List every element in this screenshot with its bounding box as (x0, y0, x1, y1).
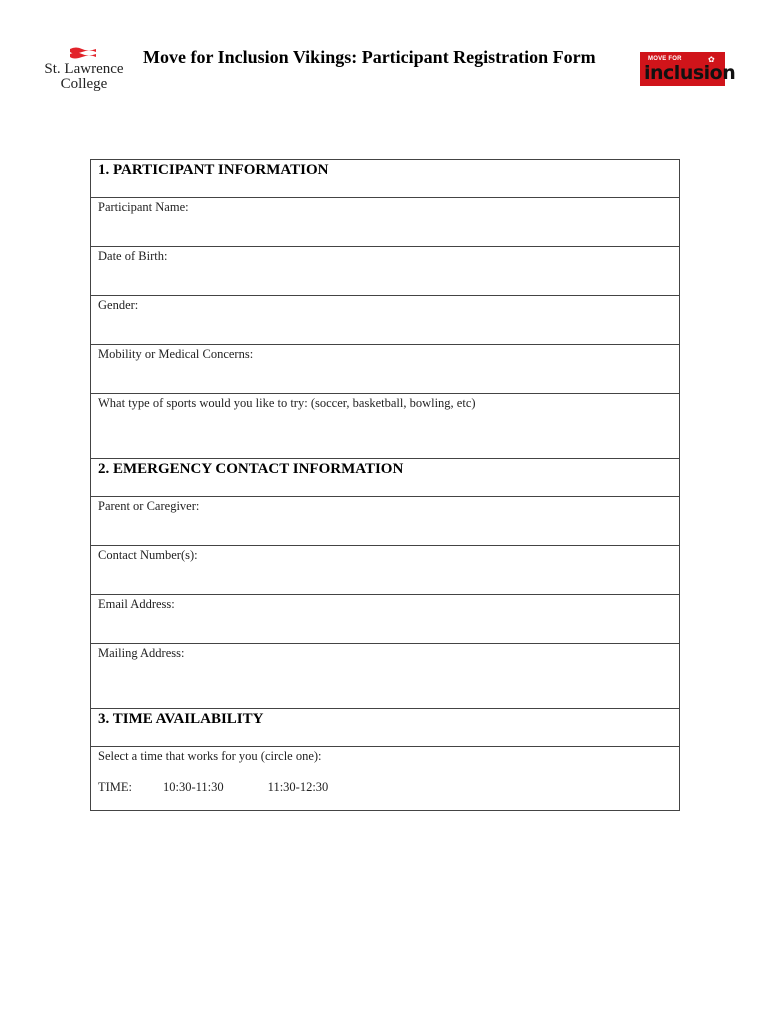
inclusion-logo-small-text: MOVE FOR (648, 56, 682, 62)
mailing-address-row (91, 644, 679, 709)
time-label: TIME: (98, 780, 133, 794)
field-label: Mailing Address: (98, 646, 185, 660)
college-flag-icon (68, 46, 98, 60)
field-label: Mobility or Medical Concerns: (98, 347, 254, 361)
sports-interest-field[interactable] (91, 412, 679, 458)
section-participant-information (91, 160, 679, 198)
inclusion-logo-word: inclusion (644, 62, 736, 84)
time-option-1030[interactable]: 10:30-11:30 (163, 780, 224, 794)
field-label: Contact Number(s): (98, 548, 198, 562)
mobility-medical-field[interactable] (91, 363, 679, 393)
date-of-birth-row (91, 247, 679, 296)
registration-form (90, 159, 680, 811)
gender-field[interactable] (91, 314, 679, 344)
field-label: Gender: (98, 298, 139, 312)
parent-caregiver-row (91, 497, 679, 546)
page-title: Move for Inclusion Vikings: Participant Registration Form (143, 47, 596, 67)
time-option-1130[interactable]: 11:30-12:30 (267, 780, 329, 794)
mobility-medical-row (91, 345, 679, 394)
section-time-availability (91, 709, 679, 747)
participant-name-row (91, 198, 679, 247)
parent-caregiver-field[interactable] (91, 515, 679, 545)
college-logo-line-2: College (60, 76, 108, 92)
field-label: Parent or Caregiver: (98, 499, 200, 513)
date-of-birth-field[interactable] (91, 265, 679, 295)
email-address-row (91, 595, 679, 644)
maple-leaf-icon: ✿ (708, 55, 715, 64)
move-for-inclusion-logo (640, 52, 736, 86)
section-title: 1. PARTICIPANT INFORMATION (98, 162, 329, 178)
time-selection-row (91, 747, 679, 811)
gender-row (91, 296, 679, 345)
field-label: Email Address: (98, 597, 175, 611)
contact-number-row (91, 546, 679, 595)
st-lawrence-college-logo (38, 44, 130, 96)
section-title: 2. EMERGENCY CONTACT INFORMATION (98, 461, 404, 477)
time-options (98, 780, 372, 795)
sports-interest-row (91, 394, 679, 459)
section-title: 3. TIME AVAILABILITY (98, 711, 264, 727)
contact-number-field[interactable] (91, 564, 679, 594)
field-label: What type of sports would you like to try: (soccer, basketball, bowling, etc) (98, 396, 476, 410)
participant-name-field[interactable] (91, 216, 679, 246)
mailing-address-field[interactable] (91, 662, 679, 708)
field-label: Participant Name: (98, 200, 189, 214)
section-emergency-contact (91, 459, 679, 497)
field-label: Date of Birth: (98, 249, 168, 263)
college-logo-line-1: St. Lawrence (44, 61, 124, 77)
email-address-field[interactable] (91, 613, 679, 643)
time-prompt: Select a time that works for you (circle one): (98, 749, 322, 763)
